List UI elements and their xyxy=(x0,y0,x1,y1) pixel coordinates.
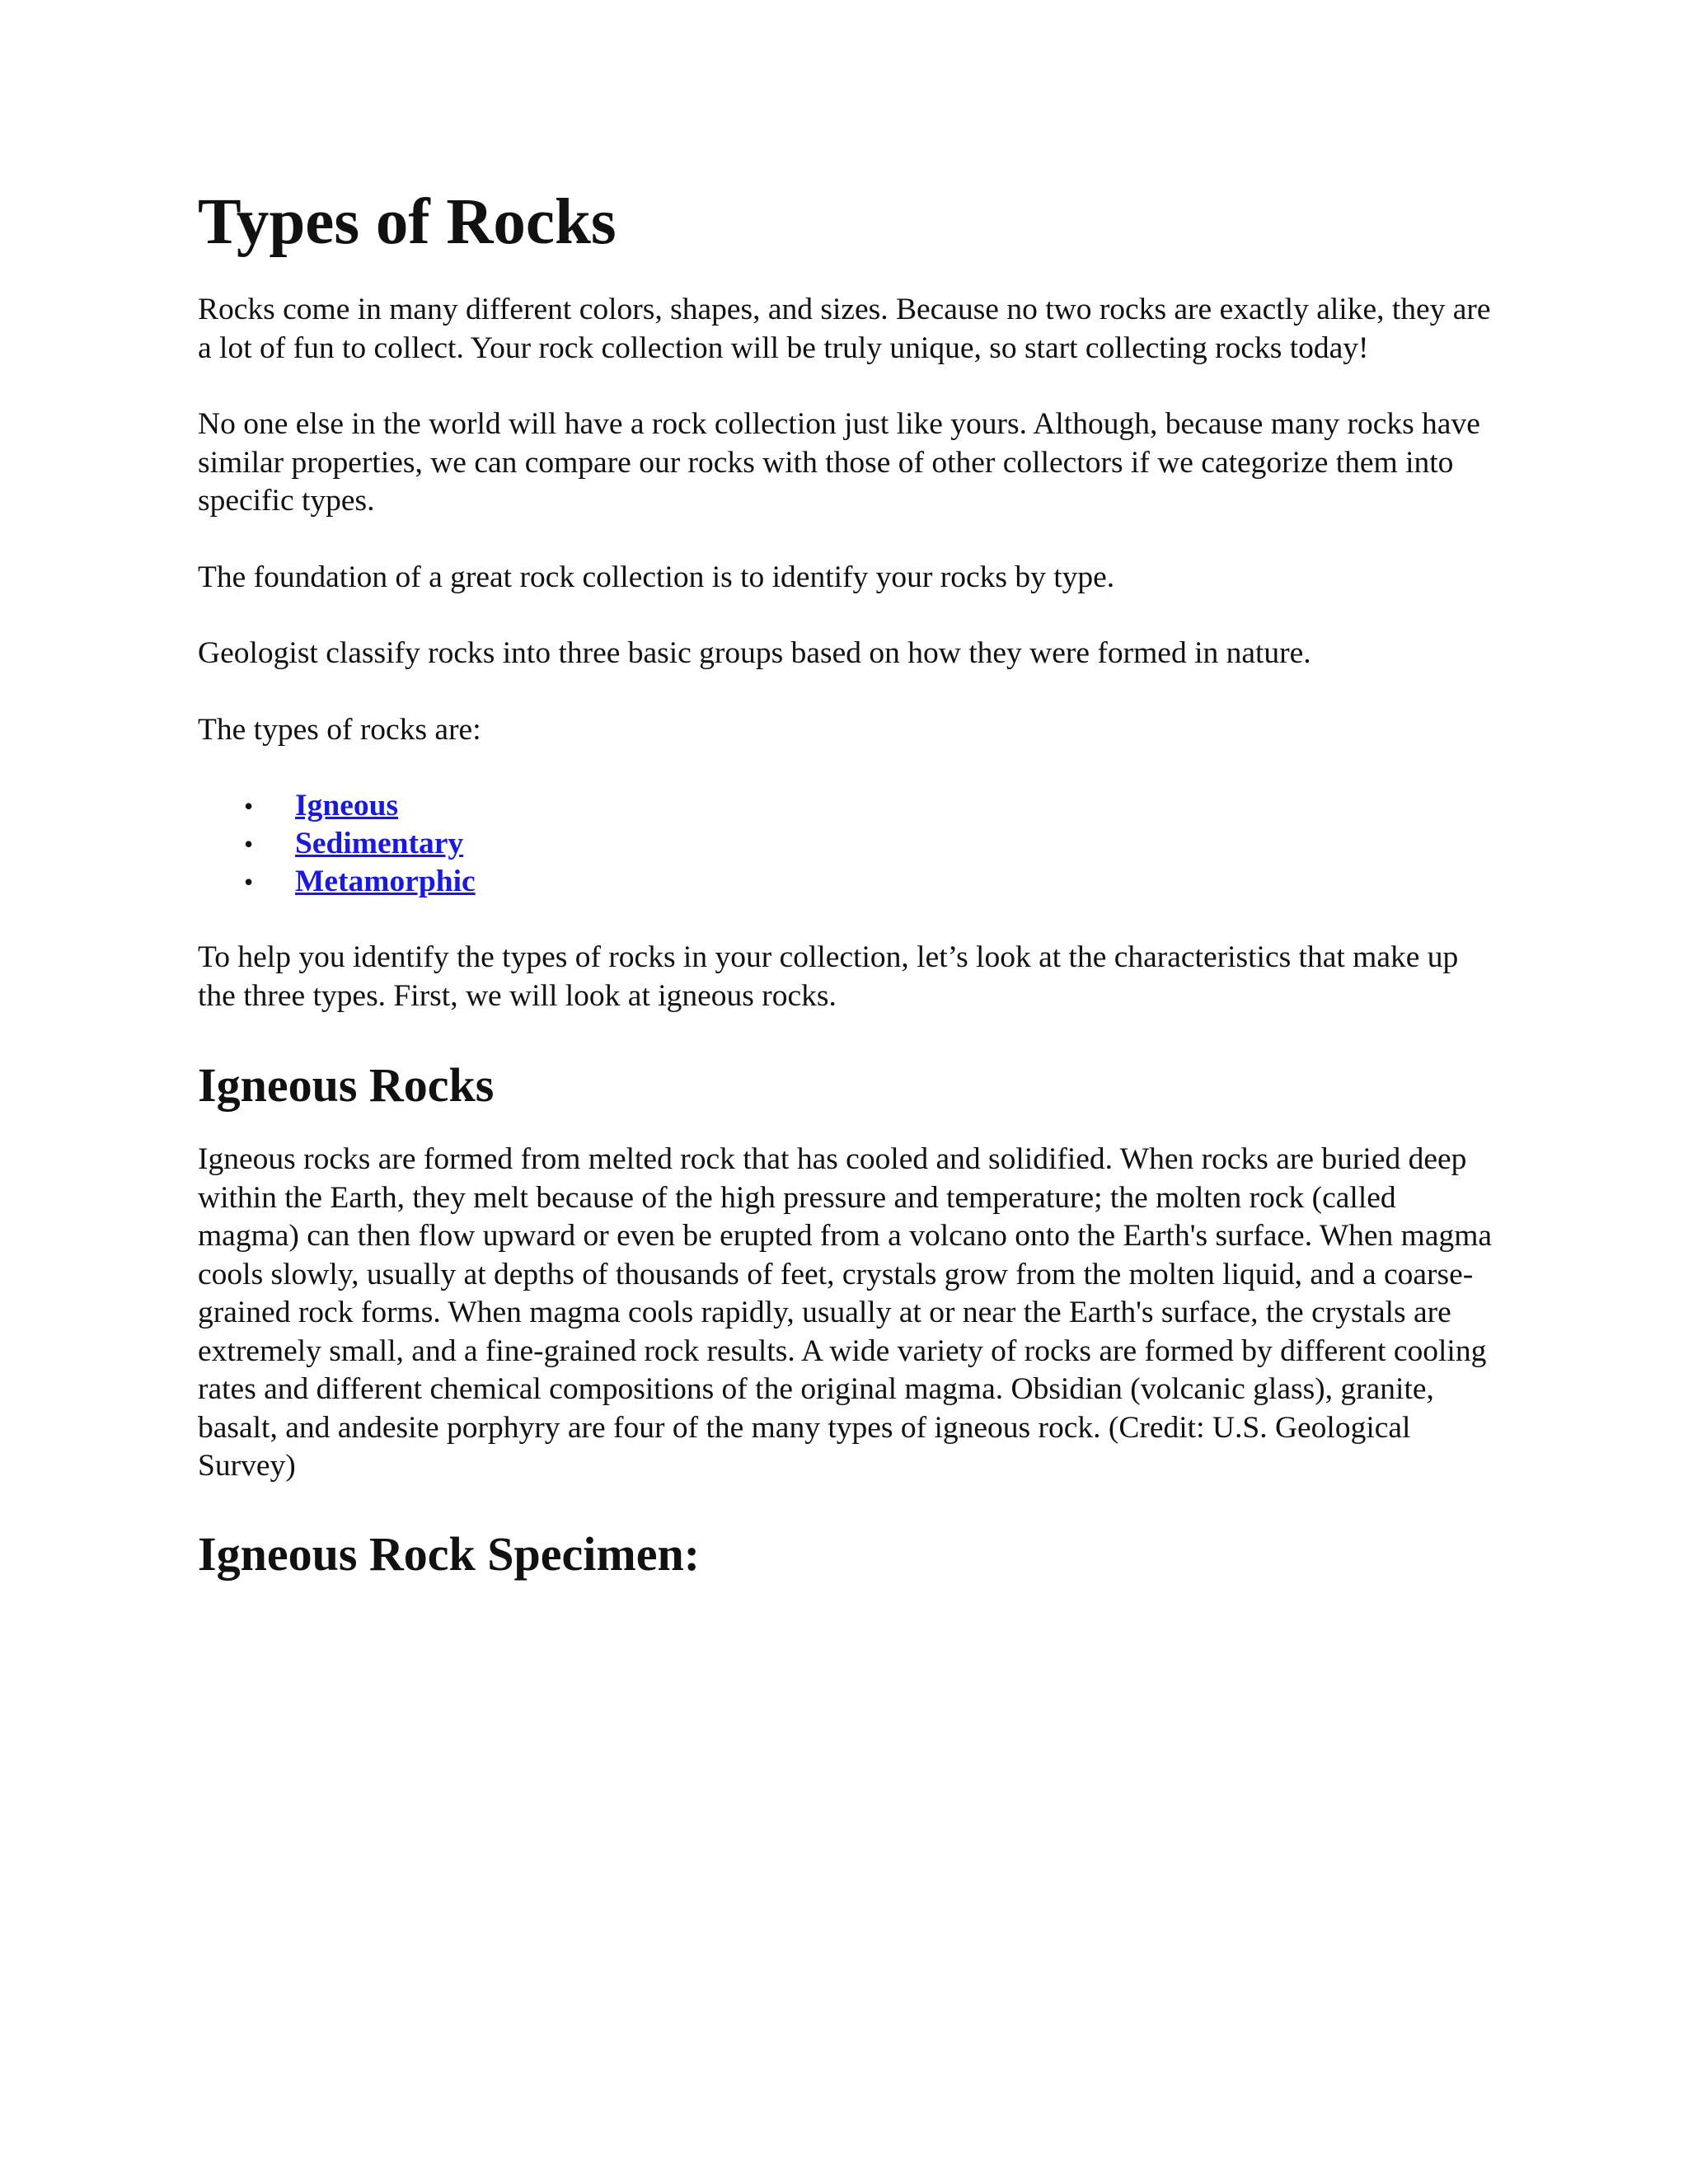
sedimentary-link[interactable]: Sedimentary xyxy=(295,827,464,860)
list-item xyxy=(244,825,1500,863)
intro-paragraph-3: The foundation of a great rock collection is to identify your rocks by type. xyxy=(198,560,1115,594)
bullet-icon: • xyxy=(244,791,254,821)
rock-types-list xyxy=(198,787,1500,901)
bullet-icon: • xyxy=(244,867,254,897)
metamorphic-link[interactable]: Metamorphic xyxy=(295,865,476,898)
intro-paragraph-2: No one else in the world will have a rock collection just like yours. Although, because many rocks have similar properties, we can compare our rocks with those of other collectors if we categorize them into specific types. xyxy=(198,407,1480,518)
intro-paragraph-5: The types of rocks are: xyxy=(198,712,481,747)
intro-paragraph-4: Geologist classify rocks into three basic groups based on how they were formed in nature. xyxy=(198,636,1311,670)
intro-paragraph-1: Rocks come in many different colors, shapes, and sizes. Because no two rocks are exactly alike, they are a lot of fun to collect. Your rock collection will be truly unique, so start collecting rocks today! xyxy=(198,293,1491,365)
specimen-heading: Igneous Rock Specimen: xyxy=(198,1526,701,1581)
igneous-heading: Igneous Rocks xyxy=(198,1058,495,1112)
igneous-link[interactable]: Igneous xyxy=(295,789,399,823)
page-title: Types of Rocks xyxy=(198,186,617,258)
list-item xyxy=(244,863,1500,901)
list-item xyxy=(244,787,1500,825)
document-page xyxy=(198,186,1500,1610)
transition-paragraph: To help you identify the types of rocks in your collection, let’s look at the characteristics that make up the three types. First, we will look at igneous rocks. xyxy=(198,940,1459,1013)
igneous-paragraph: Igneous rocks are formed from melted rock that has cooled and solidified. When rocks are buried deep within the Earth, they melt because of the high pressure and temperature; the molten rock (called magma) can then flow upward or even be erupted from a volcano onto the Earth's surface. When magma cools slowly, usually at depths of thousands of feet, crystals grow from the molten liquid, and a coarse-grained rock forms. When magma cools rapidly, usually at or near the Earth's surface, the crystals are extremely small, and a fine-grained rock results. A wide variety of rocks are formed by different cooling rates and different chemical compositions of the original magma. Obsidian (volcanic glass), granite, basalt, and andesite porphyry are four of the many types of igneous rock. (Credit: U.S. Geological Survey) xyxy=(198,1142,1493,1483)
bullet-icon: • xyxy=(244,829,254,859)
